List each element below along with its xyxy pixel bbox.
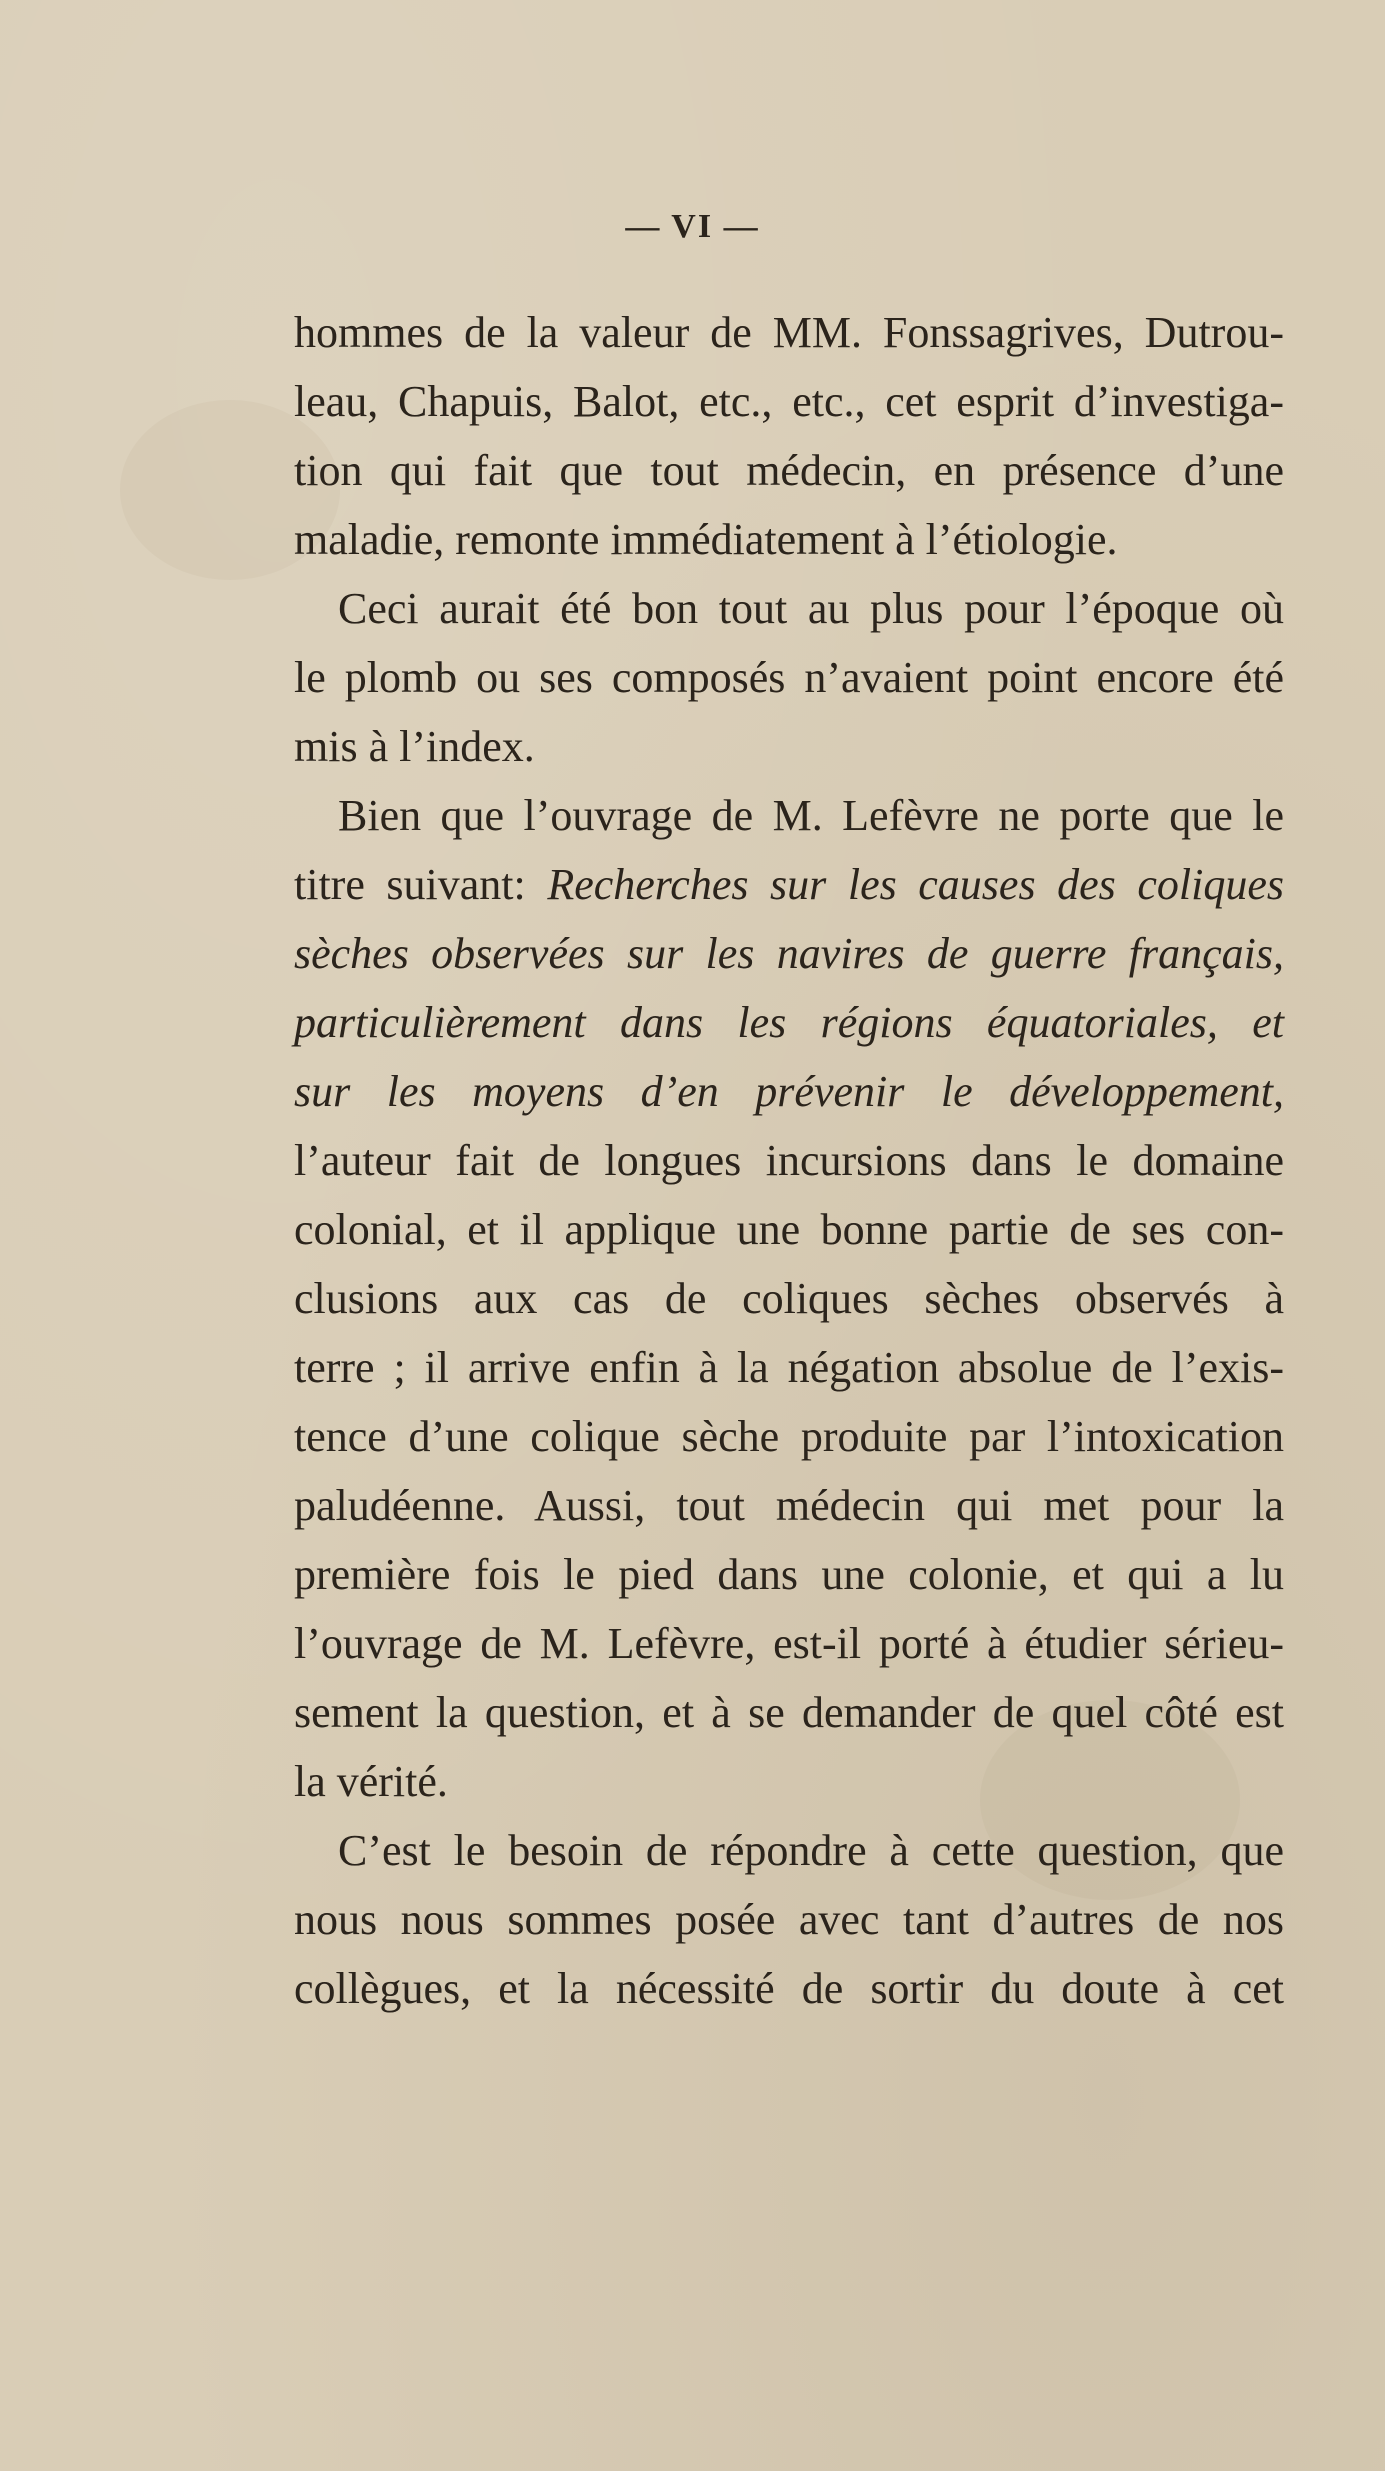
text-line: la vérité. <box>294 1757 448 1806</box>
text-line: nous nous sommes posée avec tant d’autres de nos <box>294 1895 1284 1944</box>
text-line: mis à l’index. <box>294 722 535 771</box>
text-line: l’ouvrage de M. Lefèvre, est-il porté à étudier sérieu- <box>294 1619 1284 1668</box>
text-line: sement la question, et à se demander de quel côté est <box>294 1688 1284 1737</box>
text-line: l’auteur fait de longues incursions dans le domaine <box>294 1136 1284 1185</box>
text-line: terre ; il arrive enfin à la négation absolue de l’exis- <box>294 1343 1284 1392</box>
text-line: collègues, et la nécessité de sortir du doute à cet <box>294 1964 1284 2013</box>
text-line: le plomb ou ses composés n’avaient point encore été <box>294 653 1284 702</box>
italic-title-line: sèches observées sur les navires de guerre français, <box>294 929 1284 978</box>
text-line: leau, Chapuis, Balot, etc., etc., cet esprit d’investiga- <box>294 377 1284 426</box>
text-line: C’est le besoin de répondre à cette question, que <box>338 1826 1284 1875</box>
text-line <box>294 850 1284 919</box>
italic-title-line: particulièrement dans les régions équatoriales, et <box>294 998 1284 1047</box>
text-line: Ceci aurait été bon tout au plus pour l’époque où <box>338 584 1284 633</box>
body-text <box>294 298 1284 2023</box>
italic-title: Recherches sur les causes des coliques <box>547 860 1284 909</box>
text-line: tence d’une colique sèche produite par l’intoxication <box>294 1412 1284 1461</box>
text-line: colonial, et il applique une bonne partie de ses con- <box>294 1205 1284 1254</box>
text-line: maladie, remonte immédiatement à l’étiologie. <box>294 515 1118 564</box>
text-fragment: titre suivant: <box>294 860 526 909</box>
text-line: hommes de la valeur de MM. Fonssagrives, Dutrou- <box>294 308 1284 357</box>
text-line: première fois le pied dans une colonie, et qui a lu <box>294 1550 1284 1599</box>
text-line: clusions aux cas de coliques sèches observés à <box>294 1274 1284 1323</box>
text-line: paludéenne. Aussi, tout médecin qui met pour la <box>294 1481 1284 1530</box>
text-line: tion qui fait que tout médecin, en présence d’une <box>294 446 1284 495</box>
text-line: Bien que l’ouvrage de M. Lefèvre ne porte que le <box>338 791 1284 840</box>
page-number: — VI — <box>625 208 760 245</box>
italic-title-line: sur les moyens d’en prévenir le développement, <box>294 1067 1284 1116</box>
